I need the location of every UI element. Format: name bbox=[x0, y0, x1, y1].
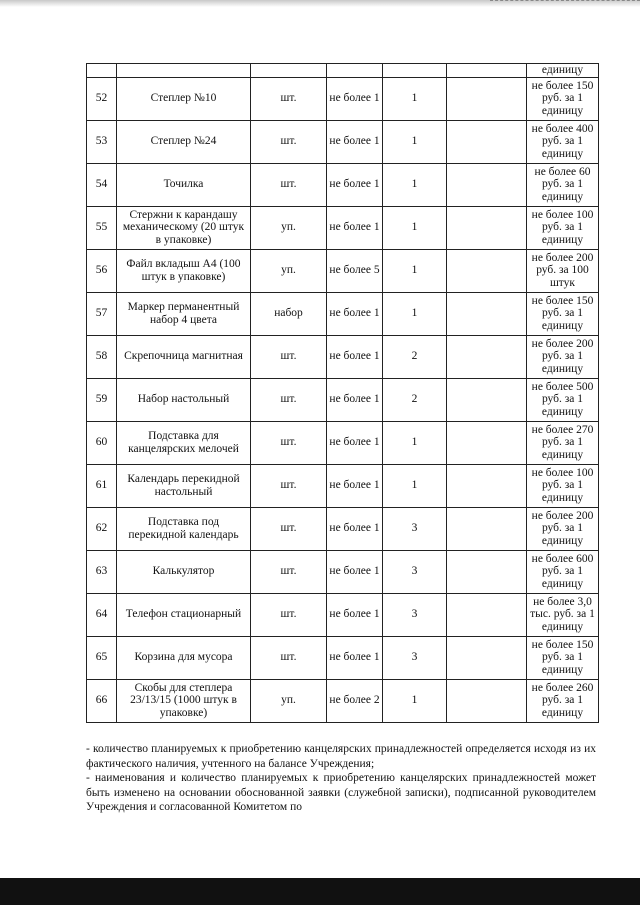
cell-qty: не более 1 bbox=[327, 550, 383, 593]
table-row bbox=[87, 120, 599, 163]
cell-unit: шт. bbox=[251, 550, 327, 593]
cell-price: не более 400 руб. за 1 единицу bbox=[527, 120, 599, 163]
cell-unit: шт. bbox=[251, 163, 327, 206]
cell-price: не более 3,0 тыс. руб. за 1 единицу bbox=[527, 593, 599, 636]
cell-unit: уп. bbox=[251, 679, 327, 722]
cell-price: не более 200 руб. за 100 штук bbox=[527, 249, 599, 292]
cell-unit bbox=[251, 64, 327, 78]
cell-empty bbox=[447, 550, 527, 593]
cell-name: Точилка bbox=[117, 163, 251, 206]
cell-unit: шт. bbox=[251, 636, 327, 679]
table-row bbox=[87, 636, 599, 679]
cell-name: Подставка под перекидной календарь bbox=[117, 507, 251, 550]
cell-unit: уп. bbox=[251, 249, 327, 292]
cell-qty: не более 1 bbox=[327, 593, 383, 636]
cell-qty: не более 1 bbox=[327, 335, 383, 378]
cell-num: 56 bbox=[87, 249, 117, 292]
cell-num: 58 bbox=[87, 335, 117, 378]
table-row bbox=[87, 464, 599, 507]
cell-name: Стержни к карандашу механическому (20 штук в упаковке) bbox=[117, 206, 251, 249]
cell-price: не более 150 руб. за 1 единицу bbox=[527, 77, 599, 120]
cell-num: 64 bbox=[87, 593, 117, 636]
cell-empty bbox=[447, 593, 527, 636]
cell-empty bbox=[447, 335, 527, 378]
cell-col5: 1 bbox=[383, 421, 447, 464]
cell-name: Подставка для канцелярских мелочей bbox=[117, 421, 251, 464]
cell-num: 66 bbox=[87, 679, 117, 722]
cell-unit: набор bbox=[251, 292, 327, 335]
cell-price: не более 150 руб. за 1 единицу bbox=[527, 292, 599, 335]
continuation-row bbox=[87, 64, 599, 78]
cell-empty bbox=[447, 163, 527, 206]
stationery-table bbox=[86, 63, 599, 723]
cell-unit: шт. bbox=[251, 421, 327, 464]
cell-num: 65 bbox=[87, 636, 117, 679]
cell-col5: 1 bbox=[383, 679, 447, 722]
cell-num: 60 bbox=[87, 421, 117, 464]
cell-empty bbox=[447, 64, 527, 78]
cell-name: Маркер перманентный набор 4 цвета bbox=[117, 292, 251, 335]
cell-name bbox=[117, 64, 251, 78]
cell-price: не более 260 руб. за 1 единицу bbox=[527, 679, 599, 722]
cell-name: Степлер №10 bbox=[117, 77, 251, 120]
cell-col5: 3 bbox=[383, 593, 447, 636]
cell-unit: шт. bbox=[251, 464, 327, 507]
cell-name: Корзина для мусора bbox=[117, 636, 251, 679]
cell-qty: не более 1 bbox=[327, 421, 383, 464]
cell-name: Календарь перекидной настольный bbox=[117, 464, 251, 507]
cell-price: не более 200 руб. за 1 единицу bbox=[527, 335, 599, 378]
table-row bbox=[87, 292, 599, 335]
note-paragraph-1: - количество планируемых к приобретению канцелярских принадлежностей определяется исходя из их фактического наличия, учтенного на балансе Учреждения; bbox=[86, 743, 596, 770]
cell-name: Скобы для степлера 23/13/15 (1000 штук в упаковке) bbox=[117, 679, 251, 722]
table-row bbox=[87, 378, 599, 421]
cell-col5: 1 bbox=[383, 77, 447, 120]
cell-col5: 1 bbox=[383, 249, 447, 292]
cell-qty: не более 1 bbox=[327, 120, 383, 163]
cell-empty bbox=[447, 507, 527, 550]
table-row bbox=[87, 421, 599, 464]
note-paragraph-2: - наименования и количество планируемых к приобретению канцелярских принадлежностей может быть изменено на основании обоснованной заявки (служебной записки), подписанной руководителем Учреждения и согласованной Комитетом по bbox=[86, 772, 596, 813]
scan-edge-mark bbox=[490, 0, 640, 3]
cell-col5: 2 bbox=[383, 378, 447, 421]
cell-num: 57 bbox=[87, 292, 117, 335]
cell-empty bbox=[447, 120, 527, 163]
cell-num: 62 bbox=[87, 507, 117, 550]
cell-empty bbox=[447, 378, 527, 421]
cell-qty: не более 1 bbox=[327, 292, 383, 335]
cell-price: не более 270 руб. за 1 единицу bbox=[527, 421, 599, 464]
cell-price: не более 500 руб. за 1 единицу bbox=[527, 378, 599, 421]
table-row bbox=[87, 679, 599, 722]
cell-unit: шт. bbox=[251, 507, 327, 550]
cell-qty: не более 1 bbox=[327, 464, 383, 507]
cell-col5: 3 bbox=[383, 636, 447, 679]
cell-unit: шт. bbox=[251, 378, 327, 421]
cell-num: 54 bbox=[87, 163, 117, 206]
cell-qty bbox=[327, 64, 383, 78]
table-row bbox=[87, 249, 599, 292]
cell-empty bbox=[447, 421, 527, 464]
cell-qty: не более 1 bbox=[327, 77, 383, 120]
cell-col5 bbox=[383, 64, 447, 78]
cell-num bbox=[87, 64, 117, 78]
cell-name: Файл вкладыш А4 (100 штук в упаковке) bbox=[117, 249, 251, 292]
table-row bbox=[87, 550, 599, 593]
scan-bottom-edge bbox=[0, 878, 640, 905]
cell-empty bbox=[447, 679, 527, 722]
cell-qty: не более 1 bbox=[327, 378, 383, 421]
cell-col5: 1 bbox=[383, 292, 447, 335]
cell-col5: 3 bbox=[383, 507, 447, 550]
cell-unit: уп. bbox=[251, 206, 327, 249]
cell-qty: не более 2 bbox=[327, 679, 383, 722]
cell-empty bbox=[447, 249, 527, 292]
cell-price: не более 100 руб. за 1 единицу bbox=[527, 464, 599, 507]
cell-name: Набор настольный bbox=[117, 378, 251, 421]
cell-num: 59 bbox=[87, 378, 117, 421]
cell-num: 52 bbox=[87, 77, 117, 120]
cell-col5: 1 bbox=[383, 464, 447, 507]
cell-num: 55 bbox=[87, 206, 117, 249]
cell-name: Степлер №24 bbox=[117, 120, 251, 163]
cell-num: 61 bbox=[87, 464, 117, 507]
notes-block bbox=[86, 742, 596, 815]
table-row bbox=[87, 77, 599, 120]
cell-col5: 3 bbox=[383, 550, 447, 593]
cell-qty: не более 1 bbox=[327, 636, 383, 679]
cell-empty bbox=[447, 464, 527, 507]
cell-empty bbox=[447, 292, 527, 335]
cell-unit: шт. bbox=[251, 593, 327, 636]
cell-empty bbox=[447, 77, 527, 120]
cell-num: 53 bbox=[87, 120, 117, 163]
cell-price: не более 200 руб. за 1 единицу bbox=[527, 507, 599, 550]
table-row bbox=[87, 163, 599, 206]
cell-empty bbox=[447, 636, 527, 679]
cell-price: не более 60 руб. за 1 единицу bbox=[527, 163, 599, 206]
cell-col5: 2 bbox=[383, 335, 447, 378]
table-row bbox=[87, 507, 599, 550]
cell-col5: 1 bbox=[383, 163, 447, 206]
table-row bbox=[87, 206, 599, 249]
cell-unit: шт. bbox=[251, 335, 327, 378]
cell-qty: не более 5 bbox=[327, 249, 383, 292]
cell-name: Телефон стационарный bbox=[117, 593, 251, 636]
cell-name: Скрепочница магнитная bbox=[117, 335, 251, 378]
cell-price: не более 100 руб. за 1 единицу bbox=[527, 206, 599, 249]
table-body bbox=[87, 64, 599, 723]
cell-col5: 1 bbox=[383, 120, 447, 163]
cell-unit: шт. bbox=[251, 77, 327, 120]
table-row bbox=[87, 593, 599, 636]
cell-qty: не более 1 bbox=[327, 206, 383, 249]
cell-num: 63 bbox=[87, 550, 117, 593]
cell-unit: шт. bbox=[251, 120, 327, 163]
cell-price: не более 600 руб. за 1 единицу bbox=[527, 550, 599, 593]
cell-name: Калькулятор bbox=[117, 550, 251, 593]
cell-col5: 1 bbox=[383, 206, 447, 249]
cell-price: единицу bbox=[527, 64, 599, 78]
cell-price: не более 150 руб. за 1 единицу bbox=[527, 636, 599, 679]
cell-qty: не более 1 bbox=[327, 507, 383, 550]
cell-qty: не более 1 bbox=[327, 163, 383, 206]
table-row bbox=[87, 335, 599, 378]
cell-empty bbox=[447, 206, 527, 249]
